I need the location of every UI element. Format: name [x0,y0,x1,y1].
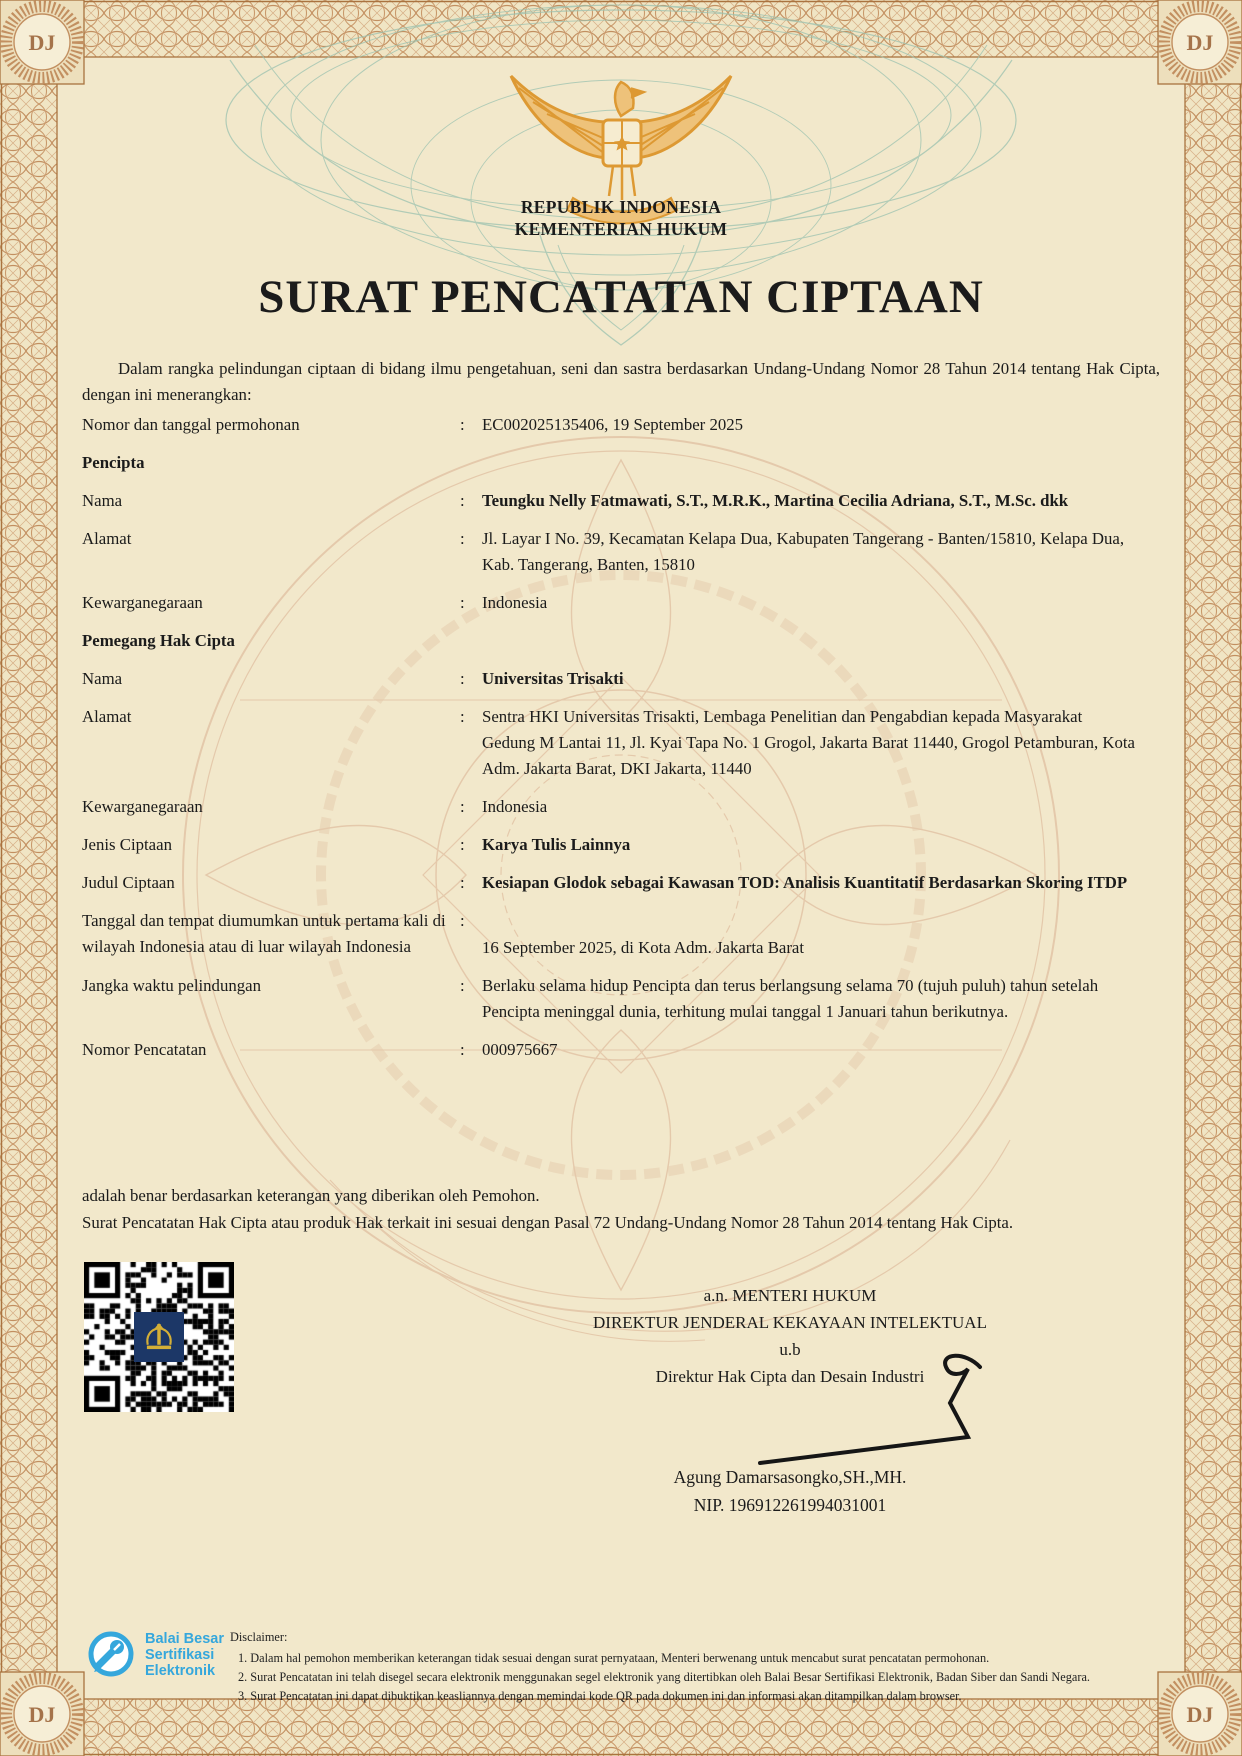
field-protection-period: Jangka waktu pelindungan : Berlaku selama hidup Pencipta dan terus berlangsung selama 70 (tujuh puluh) tahun setelah Pencipta meninggal dunia, terhitung mulai tanggal 1 Januari tahun berikutnya. [82,976,1099,1021]
bsre-logo-text: Balai Besar Sertifikasi Elektronik [145,1631,224,1679]
disclaimer-title: Disclaimer: [230,1630,288,1644]
field-holder-name: Nama : Universitas Trisakti [82,669,624,688]
closing-line-2: Surat Pencatatan Hak Cipta atau produk Hak terkait ini sesuai dengan Pasal 72 Undang-Undang Nomor 28 Tahun 2014 tentang Hak Cipta. [82,1213,1014,1232]
country-name: REPUBLIK INDONESIA [520,197,722,217]
disclaimer-item-2: 2. Surat Pencatatan ini telah disegel secara elektronik menggunakan segel elektronik yang ditertibkan oleh Balai Besar Sertifikasi Elektronik, Badan Siber dan Sandi Negara. [238,1670,1090,1684]
section-heading-pencipta: Pencipta [82,453,145,472]
ub-line: u.b [779,1340,801,1359]
signatory-nip: NIP. 196912261994031001 [693,1495,887,1515]
field-application-number: Nomor dan tanggal permohonan : EC002025135406, 19 September 2025 [82,415,744,434]
signatory [440,1463,1140,1519]
field-work-title: Judul Ciptaan : Kesiapan Glodok sebagai Kawasan TOD: Analisis Kuantitatif Berdasarkan Skoring ITDP [82,873,1128,892]
field-work-type: Jenis Ciptaan : Karya Tulis Lainnya [82,835,631,854]
on-behalf-line: a.n. MENTERI HUKUM [703,1286,877,1305]
disclaimer-item-1: 1. Dalam hal pemohon memberikan keterangan tidak sesuai dengan surat pernyataan, Menteri berwenang untuk mencabut surat pencatatan permohonan. [238,1651,990,1665]
handwritten-signature [610,1345,1030,1470]
bsre-logo [84,1628,230,1682]
field-holder-nationality: Kewarganegaraan : Indonesia [82,797,548,816]
directorate-line: DIREKTUR JENDERAL KEKAYAAN INTELEKTUAL [593,1313,987,1332]
bsre-icon [84,1628,138,1682]
field-creator-nationality: Kewarganegaraan : Indonesia [82,593,548,612]
closing-line-1: adalah benar berdasarkan keterangan yang diberikan oleh Pemohon. [82,1186,540,1205]
disclaimer [230,1628,1090,1706]
ministry-header [0,196,1242,240]
page-title: SURAT PENCATATAN CIPTAAN [258,271,984,323]
disclaimer-item-3: 3. Surat Pencatatan ini dapat dibuktikan keasliannya dengan memindai kode QR pada dokumen ini dan informasi akan ditampilkan dalam browser. [238,1689,962,1703]
director-title-line: Direktur Hak Cipta dan Desain Industri [655,1367,925,1386]
section-heading-pemegang: Pemegang Hak Cipta [82,631,235,650]
certificate-fields [82,412,1162,1075]
field-registration-number: Nomor Pencatatan : 000975667 [82,1040,558,1059]
kemenkumham-pengayoman-logo [134,1312,184,1362]
field-first-publication: Tanggal dan tempat diumumkan untuk pertama kali di wilayah Indonesia atau di luar wilayah Indonesia : 16 September 2025, di Kota Adm. Jakarta Barat [82,911,805,957]
field-creator-address: Alamat : Jl. Layar I No. 39, Kecamatan Kelapa Dua, Kabupaten Tangerang - Banten/15810, Kelapa Dua, Kab. Tangerang, Banten, 15810 [82,529,1125,574]
verification-qr-code [84,1262,234,1412]
field-holder-address: Alamat : Sentra HKI Universitas Trisakti, Lembaga Penelitian dan Pengabdian kepada Masyarakat Gedung M Lantai 11, Jl. Kyai Tapa No. 1 Grogol, Jakarta Barat 11440, Grogol Petamburan, Kota Adm. Jakarta Barat, DKI Jakarta, 11440 [82,707,1135,778]
ministry-name: KEMENTERIAN HUKUM [514,219,728,239]
footer [84,1628,1164,1706]
intro-paragraph: Dalam rangka pelindungan ciptaan di bidang ilmu pengetahuan, seni dan sastra berdasarkan Undang-Undang Nomor 28 Tahun 2014 tentang Hak Cipta, dengan ini menerangkan: [82,359,1160,404]
svg-text:DJ: DJ [28,30,56,55]
closing-statement [82,1182,1164,1236]
field-creator-name: Nama : Teungku Nelly Fatmawati, S.T., M.R.K., Martina Cecilia Adriana, S.T., M.Sc. dkk [82,491,1069,510]
signatory-name: Agung Damarsasongko,SH.,MH. [673,1467,907,1487]
